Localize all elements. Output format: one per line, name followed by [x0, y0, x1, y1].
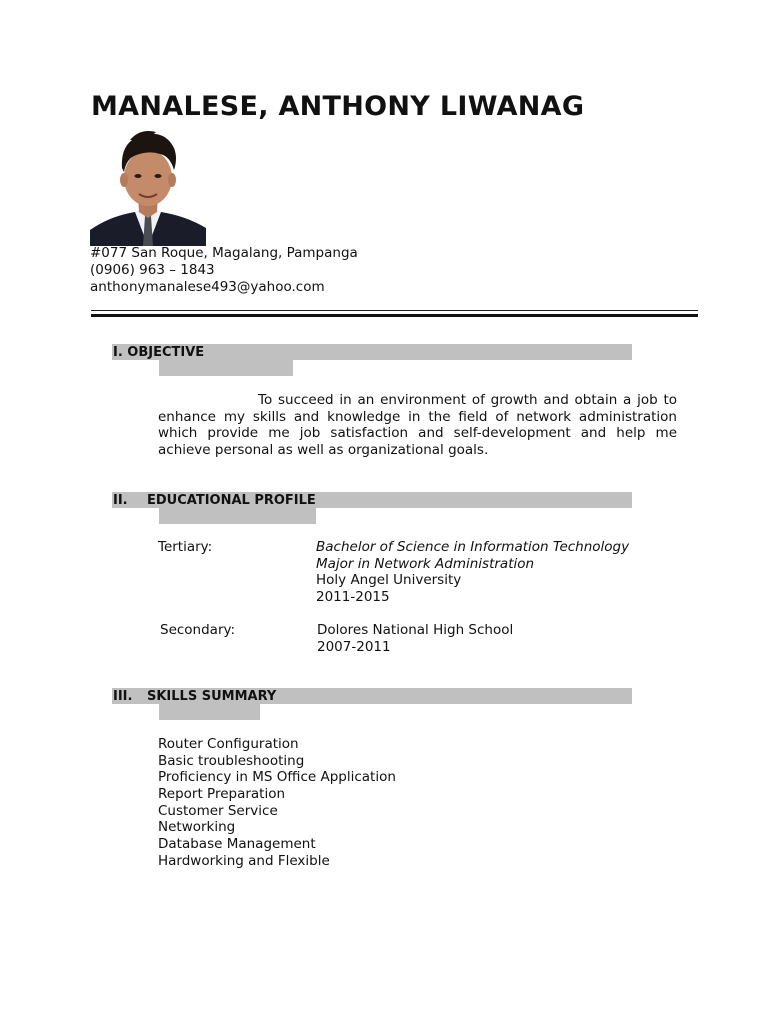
profile-photo [90, 128, 206, 246]
skill-item: Report Preparation [158, 786, 286, 803]
objective-text-content: To succeed in an environment of growth and obtain a job to enhance my skills and knowledge in the field of network administration which provide me job satisfaction and self-development and help me achieve personal as well as organizational goals. [158, 392, 677, 459]
skill-item: Networking [158, 819, 236, 836]
skill-item: Customer Service [158, 802, 278, 819]
secondary-label: Secondary: [160, 622, 236, 638]
skill-item: Proficiency in MS Office Application [158, 769, 396, 786]
applicant-name: MANALESE, ANTHONY LIWANAG [91, 91, 585, 122]
education-heading-number: II. [113, 493, 128, 508]
tertiary-years: 2011-2015 [316, 589, 390, 605]
tertiary-school: Holy Angel University [316, 572, 462, 588]
secondary-years: 2007-2011 [317, 639, 391, 655]
skills-heading-number: III. [113, 689, 133, 704]
education-heading-underband [159, 508, 316, 524]
secondary-school: Dolores National High School [317, 622, 514, 638]
tertiary-label: Tertiary: [158, 539, 213, 555]
tertiary-degree: Bachelor of Science in Information Technology [316, 539, 630, 555]
tertiary-major: Major in Network Administration [316, 556, 535, 572]
skills-heading: SKILLS SUMMARY [147, 689, 277, 704]
skill-item: Basic troubleshooting [158, 752, 305, 769]
contact-phone: (0906) 963 – 1843 [90, 262, 215, 278]
skills-list [158, 736, 396, 870]
skill-item: Database Management [158, 836, 316, 853]
objective-heading: I. OBJECTIVE [113, 345, 205, 360]
objective-heading-underband [159, 360, 293, 376]
skill-item: Router Configuration [158, 736, 299, 752]
contact-address: #077 San Roque, Magalang, Pampanga [90, 245, 358, 261]
objective-text [158, 392, 677, 459]
skill-item: Hardworking and Flexible [158, 852, 330, 869]
divider-thick [91, 314, 698, 317]
skills-heading-underband [159, 704, 260, 720]
education-heading: EDUCATIONAL PROFILE [147, 493, 316, 508]
contact-email[interactable]: anthonymanalese493@yahoo.com [90, 279, 325, 295]
divider-thin [91, 310, 698, 311]
